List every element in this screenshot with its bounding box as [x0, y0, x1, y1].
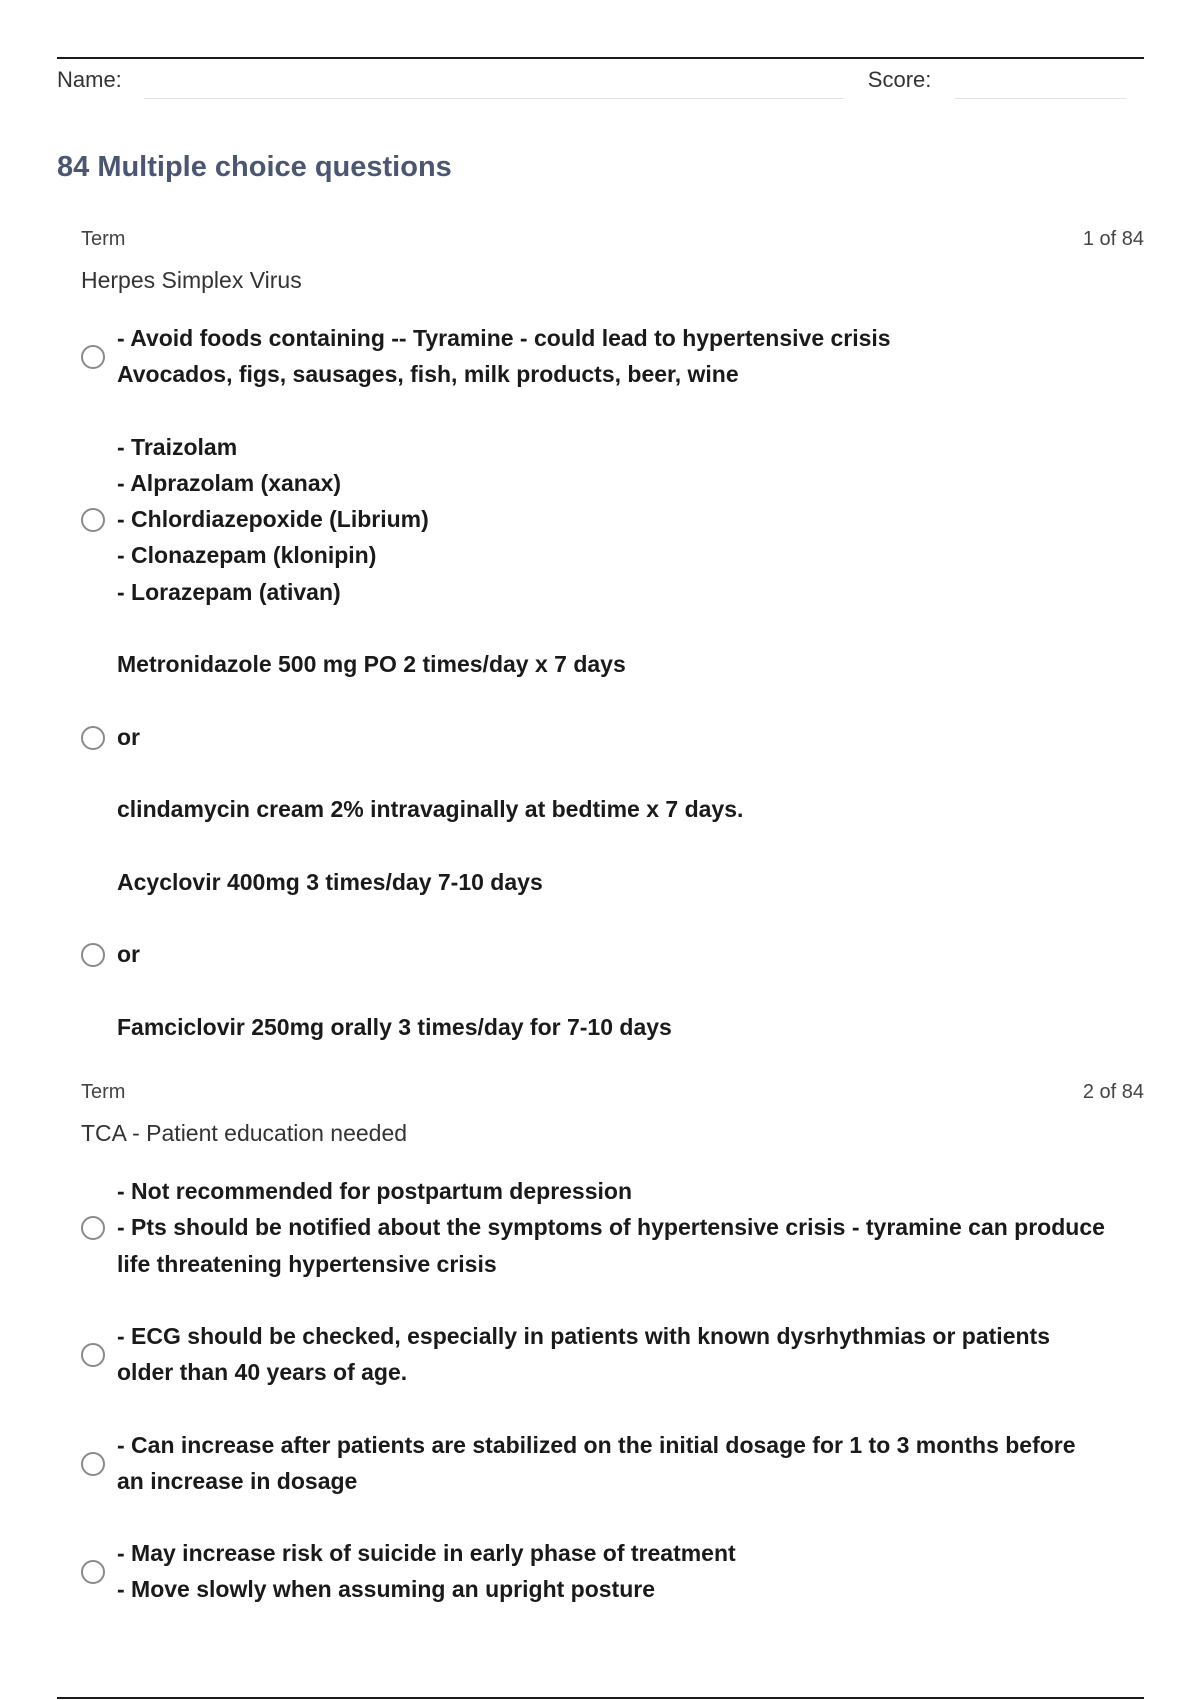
option-text: - Not recommended for postpartum depression - Pts should be notified about the symptoms of hypertensive crisis - tyramine can produce life threatening hypertensive crisis: [117, 1178, 1105, 1277]
option-text: - May increase risk of suicide in early phase of treatment - Move slowly when assuming an upright posture: [117, 1540, 736, 1603]
option-1c[interactable]: [81, 646, 1144, 827]
option-2a[interactable]: [81, 1173, 1144, 1282]
question-2: [81, 1081, 1144, 1608]
term-label: Term: [81, 1081, 126, 1104]
bottom-divider: [57, 1697, 1144, 1699]
radio-button[interactable]: [81, 1343, 105, 1367]
radio-button[interactable]: [81, 508, 105, 532]
options-list: [81, 1173, 1144, 1608]
term-row: [81, 1081, 1144, 1104]
option-text: - ECG should be checked, especially in patients with known dysrhythmias or patients older than 40 years of age.: [117, 1322, 1050, 1386]
name-field[interactable]: [144, 60, 844, 99]
option-text: - Traizolam - Alprazolam (xanax) - Chlordiazepoxide (Librium) - Clonazepam (klonipin) - Lorazepam (ativan): [117, 433, 429, 605]
worksheet-page: [57, 57, 1144, 1644]
option-1b[interactable]: [81, 429, 1144, 610]
radio-button[interactable]: [81, 1216, 105, 1240]
radio-button[interactable]: [81, 345, 105, 369]
name-label: Name:: [57, 67, 122, 92]
options-list: [81, 320, 1144, 1045]
radio-button[interactable]: [81, 1560, 105, 1584]
question-1: [81, 228, 1144, 1045]
option-text: Acyclovir 400mg 3 times/day 7-10 days or Famciclovir 250mg orally 3 times/day for 7-10 days: [117, 868, 672, 1040]
option-2b[interactable]: [81, 1318, 1144, 1391]
option-text: - Avoid foods containing -- Tyramine - could lead to hypertensive crisis Avocados, figs, sausages, fish, milk products, beer, wine: [117, 325, 891, 388]
term-text: TCA - Patient education needed: [81, 1120, 408, 1147]
option-2c[interactable]: [81, 1427, 1144, 1500]
score-label: Score:: [867, 67, 932, 92]
term-row: [81, 228, 1144, 251]
section-title: 84 Multiple choice questions: [57, 151, 452, 183]
option-1a[interactable]: [81, 320, 1144, 393]
radio-button[interactable]: [81, 726, 105, 750]
radio-button[interactable]: [81, 1452, 105, 1476]
term-text: Herpes Simplex Virus: [81, 267, 302, 293]
term-label: Term: [81, 228, 126, 250]
question-counter: 1 of 84: [1082, 228, 1144, 250]
question-counter: 2 of 84: [1082, 1081, 1144, 1104]
score-field[interactable]: [955, 60, 1127, 99]
option-2d[interactable]: [81, 1535, 1144, 1608]
option-text: Metronidazole 500 mg PO 2 times/day x 7 days or clindamycin cream 2% intravaginally at bedtime x 7 days.: [117, 651, 744, 823]
option-1d[interactable]: [81, 864, 1144, 1045]
header-row: [57, 59, 1144, 99]
option-text: - Can increase after patients are stabilized on the initial dosage for 1 to 3 months before an increase in dosage: [117, 1431, 1076, 1494]
radio-button[interactable]: [81, 943, 105, 967]
